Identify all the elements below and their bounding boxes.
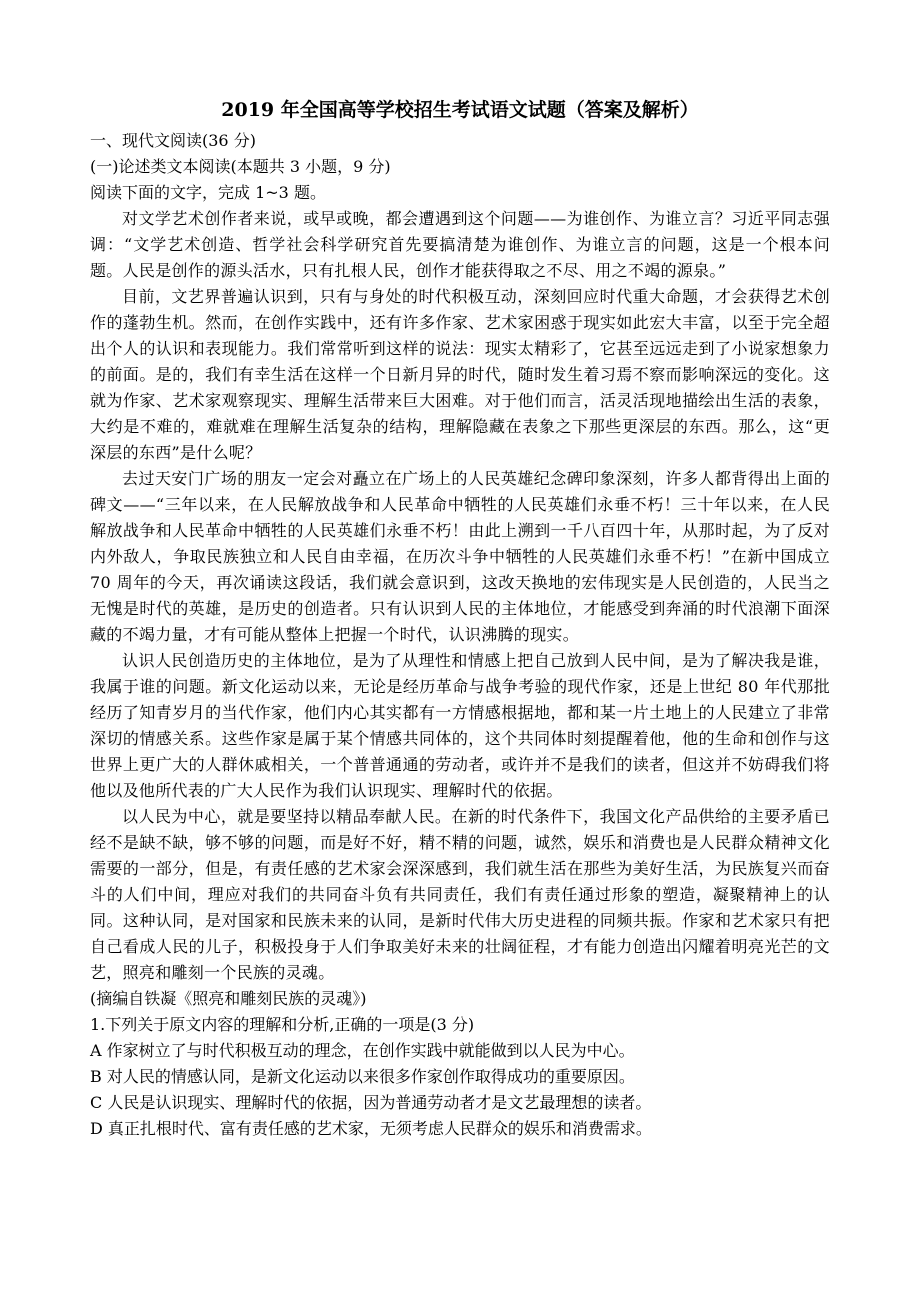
article-paragraph-3: 去过天安门广场的朋友一定会对矗立在广场上的人民英雄纪念碑印象深刻，许多人都背得出上面的碑文——“三年以来，在人民解放战争和人民革命中牺牲的人民英雄们永垂不朽！三十年以来，在人民解放战争和人民革命中牺牲的人民英雄们永垂不朽！由此上溯到一千八百四十年，从那时起，为了反对内外敌人，争取民族独立和人民自由幸福，在历次斗争中牺牲的人民英雄们永垂不朽！”在新中国成立 70 周年的今天，再次诵读这段话，我们就会意识到，这改天换地的宏伟现实是人民创造的，人民当之无愧是时代的英雄，是历史的创造者。只有认识到人民的主体地位，才能感受到奔涌的时代浪潮下面深藏的不竭力量，才有可能从整体上把握一个时代，认识沸腾的现实。 — [90, 469, 830, 644]
page-title: 2019 年全国高等学校招生考试语文试题（答案及解析） — [221, 99, 699, 121]
reading-instruction: 阅读下面的文字，完成 1~3 题。 — [90, 183, 326, 202]
question-stem: 1.下列关于原文内容的理解和分析,正确的一项是(3 分) — [90, 1015, 475, 1034]
question-option-a: A 作家树立了与时代积极互动的理念，在创作实践中就能做到以人民为中心。 — [90, 1041, 635, 1060]
article-paragraph-2: 目前，文艺界普遍认识到，只有与身处的时代积极互动，深刻回应时代重大命题，才会获得艺术创作的蓬勃生机。然而，在创作实践中，还有许多作家、艺术家困惑于现实如此宏大丰富，以至于完全超出个人的认识和表现能力。我们常常听到这样的说法：现实太精彩了，它甚至远远走到了小说家想象力的前面。是的，我们有幸生活在这样一个日新月异的时代，随时发生着习焉不察而影响深远的变化。这就为作家、艺术家观察现实、理解生活带来巨大困难。对于他们而言，活灵活现地描绘出生活的表象，大约是不难的，难就难在理解生活复杂的结构，理解隐藏在表象之下那些更深层的东西。那么，这“更深层的东西”是什么呢？ — [90, 287, 830, 462]
question-option-b: B 对人民的情感认同，是新文化运动以来很多作家创作取得成功的重要原因。 — [90, 1067, 635, 1086]
question-option-c: C 人民是认识现实、理解时代的依据，因为普通劳动者才是文艺最理想的读者。 — [90, 1093, 652, 1112]
subsection-heading: (一)论述类文本阅读(本题共 3 小题，9 分) — [90, 157, 391, 176]
question-option-d: D 真正扎根时代、富有责任感的艺术家，无须考虑人民群众的娱乐和消费需求。 — [90, 1119, 652, 1138]
article-source: (摘编自铁凝《照亮和雕刻民族的灵魂》) — [90, 989, 367, 1008]
article-paragraph-5: 以人民为中心，就是要坚持以精品奉献人民。在新的时代条件下，我国文化产品供给的主要矛盾已经不是缺不缺，够不够的问题，而是好不好，精不精的问题，诚然，娱乐和消费也是人民群众精神文化需要的一部分，但是，有责任感的艺术家会深深感到，我们就生活在那些为美好生活，为民族复兴而奋斗的人们中间，理应对我们的共同奋斗负有共同责任，我们有责任通过形象的塑造，凝聚精神上的认同。这种认同，是对国家和民族未来的认同，是新时代伟大历史进程的同频共振。作家和艺术家只有把自己看成人民的儿子，积极投身于人们争取美好未来的壮阔征程，才有能力创造出闪耀着明亮光芒的文艺，照亮和雕刻一个民族的灵魂。 — [90, 807, 830, 982]
article-paragraph-4: 认识人民创造历史的主体地位，是为了从理性和情感上把自己放到人民中间，是为了解决我是谁，我属于谁的问题。新文化运动以来，无论是经历革命与战争考验的现代作家，还是上世纪 80 年代那批经历了知青岁月的当代作家，他们内心其实都有一方情感根据地，都和某一片土地上的人民建立了非常深切的情感关系。这些作家是属于某个情感共同体的，这个共同体时刻提醒着他，他的生命和创作与这世界上更广大的人群休戚相关，一个普普通通的劳动者，或许并不是我们的读者，但这并不妨碍我们将他以及他所代表的广大人民作为我们认识现实、理解时代的依据。 — [90, 651, 830, 800]
section-heading: 一、现代文阅读(36 分) — [90, 131, 256, 150]
article-paragraph-1: 对文学艺术创作者来说，或早或晚，都会遭遇到这个问题——为谁创作、为谁立言？习近平同志强调：“文学艺术创造、哲学社会科学研究首先要搞清楚为谁创作、为谁立言的问题，这是一个根本问题。人民是创作的源头活水，只有扎根人民，创作才能获得取之不尽、用之不竭的源泉。” — [90, 209, 830, 280]
